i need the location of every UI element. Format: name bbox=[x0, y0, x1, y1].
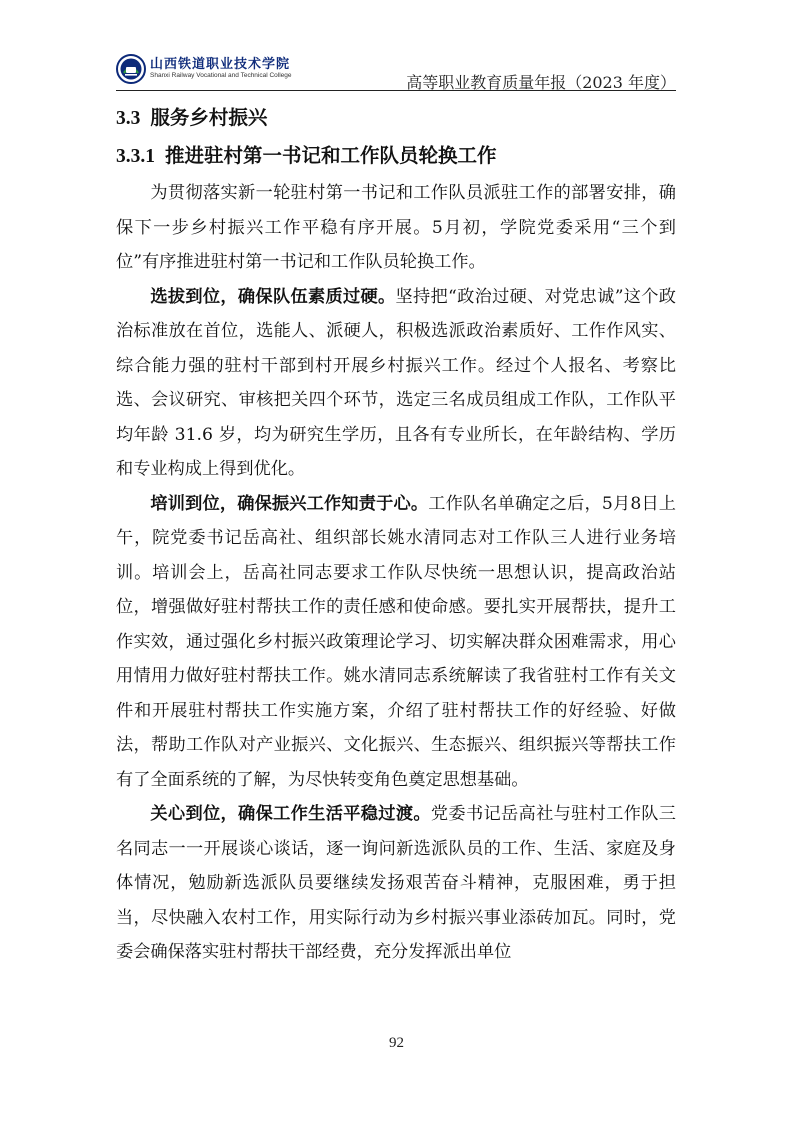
paragraph-lead: 选拔到位，确保队伍素质过硬。 bbox=[150, 286, 396, 307]
paragraph-lead: 培训到位，确保振兴工作知责于心。 bbox=[150, 493, 429, 514]
school-emblem-icon bbox=[116, 54, 146, 84]
school-name-cn: 山西铁道职业技术学院 bbox=[150, 57, 291, 73]
page-body bbox=[116, 100, 676, 970]
section-number: 3.3 bbox=[116, 108, 141, 129]
paragraph-care bbox=[116, 797, 676, 970]
paragraph-selection bbox=[116, 280, 676, 487]
paragraph-intro bbox=[116, 176, 676, 280]
section-title: 服务乡村振兴 bbox=[150, 106, 268, 129]
subsection-title: 推进驻村第一书记和工作队员轮换工作 bbox=[165, 144, 497, 167]
header-divider bbox=[116, 90, 676, 91]
report-title: 高等职业教育质量年报（2023 年度） bbox=[406, 73, 676, 92]
subsection-number: 3.3.1 bbox=[116, 146, 155, 167]
paragraph-text: 为贯彻落实新一轮驻村第一书记和工作队员派驻工作的部署安排，确保下一步乡村振兴工作平稳有序开展。5月初，学院党委采用“三个到位”有序推进驻村第一书记和工作队员轮换工作。 bbox=[116, 183, 676, 272]
paragraph-training bbox=[116, 487, 676, 798]
paragraph-text: 坚持把“政治过硬、对党忠诚”这个政治标准放在首位，选能人、派硬人，积极选派政治素质好、工作作风实、综合能力强的驻村干部到村开展乡村振兴工作。经过个人报名、考察比选、会议研究、审核把关四个环节，选定三名成员组成工作队，工作队平均年龄 31.6 岁，均为研究生学历，且各有专业所长，在年龄结构、学历和专业构成上得到优化。 bbox=[116, 286, 676, 479]
paragraph-text: 党委书记岳高社与驻村工作队三名同志一一开展谈心谈话，逐一询问新选派队员的工作、生活、家庭及身体情况，勉励新选派队员要继续发扬艰苦奋斗精神，克服困难，勇于担当，尽快融入农村工作，用实际行动为乡村振兴事业添砖加瓦。同时，党委会确保落实驻村帮扶干部经费，充分发挥派出单位 bbox=[116, 804, 676, 962]
school-logo bbox=[116, 54, 292, 84]
page-number: 92 bbox=[389, 1035, 404, 1051]
paragraph-lead: 关心到位，确保工作生活平稳过渡。 bbox=[150, 804, 431, 824]
subsection-heading bbox=[116, 140, 676, 172]
paragraph-text: 工作队名单确定之后，5月8日上午，院党委书记岳高社、组织部长姚水清同志对工作队三人进行业务培训。培训会上，岳高社同志要求工作队尽快统一思想认识，提高政治站位，增强做好驻村帮扶工作的责任感和使命感。要扎实开展帮扶，提升工作实效，通过强化乡村振兴政策理论学习、切实解决群众困难需求，用心用情用力做好驻村帮扶工作。姚水清同志系统解读了我省驻村工作有关文件和开展驻村帮扶工作实施方案，介绍了驻村帮扶工作的好经验、好做法，帮助工作队对产业振兴、文化振兴、生态振兴、组织振兴等帮扶工作有了全面系统的了解，为尽快转变角色奠定思想基础。 bbox=[116, 493, 676, 790]
page-header bbox=[116, 54, 676, 94]
section-heading bbox=[116, 102, 676, 134]
school-name-en: Shanxi Railway Vocational and Technical College bbox=[150, 72, 292, 80]
